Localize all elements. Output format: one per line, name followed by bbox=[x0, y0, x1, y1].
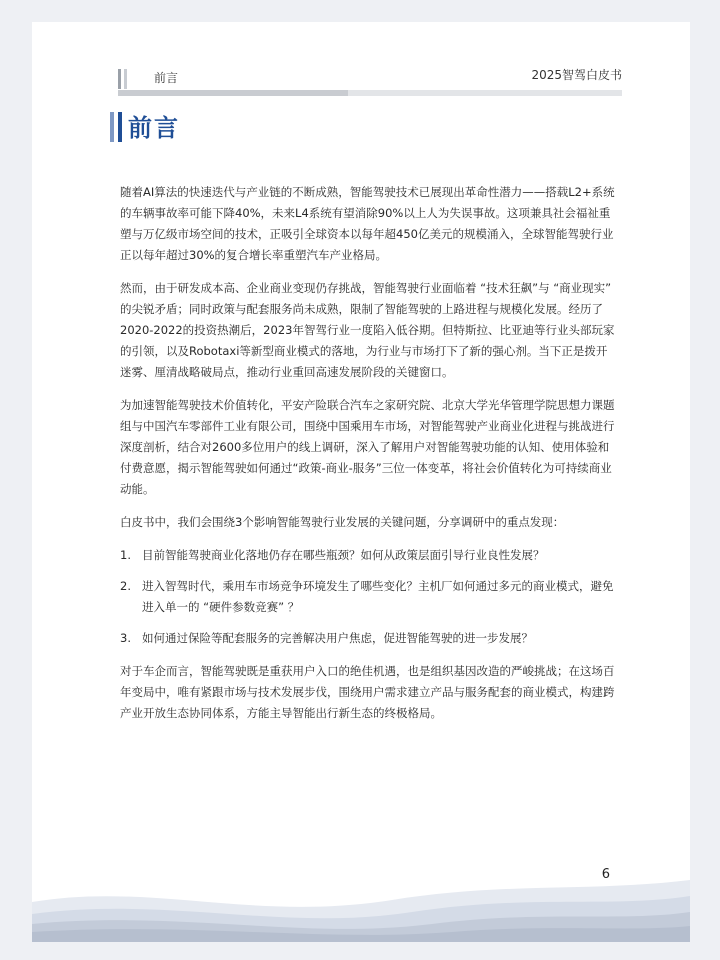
question-number: 1. bbox=[120, 548, 131, 562]
body-text bbox=[120, 182, 616, 736]
question-number: 3. bbox=[120, 631, 131, 645]
conclusion-paragraph: 对于车企而言，智能驾驶既是重获用户入口的绝佳机遇，也是组织基因改造的严峻挑战；在这场百年变局中，唯有紧跟市场与技术发展步伐，围绕用户需求建立产品与服务配套的商业模式，构建跨产业开放生态协同体系，方能主导智能出行新生态的终极格局。 bbox=[120, 664, 615, 720]
page-number: 6 bbox=[601, 867, 610, 882]
header-rule bbox=[118, 90, 622, 96]
question-list bbox=[120, 545, 616, 649]
header-bars-decoration bbox=[118, 69, 130, 89]
header-section-label: 前言 bbox=[154, 71, 179, 85]
title-accent-light bbox=[110, 112, 114, 142]
question-text: 进入智驾时代，乘用车市场竞争环境发生了哪些变化？主机厂如何通过多元的商业模式，避免进入单一的 “硬件参数竞赛” ？ bbox=[142, 579, 614, 614]
question-number: 2. bbox=[120, 579, 131, 593]
question-text: 如何通过保险等配套服务的完善解决用户焦虑，促进智能驾驶的进一步发展？ bbox=[142, 631, 533, 645]
question-item-3 bbox=[120, 628, 616, 649]
footer-wave-decoration bbox=[32, 862, 690, 942]
paragraph-2: 然而，由于研发成本高、企业商业变现仍存挑战，智能驾驶行业面临着 “技术狂飙”与 “商业现实” 的尖锐矛盾；同时政策与配套服务尚未成熟，限制了智能驾驶的上路进程与规模化发展。经历了2020-2022的投资热潮后，2023年智驾行业一度陷入低谷期。但特斯拉、比亚迪等行业头部玩家的引领，以及Robotaxi等新型商业模式的落地，为行业与市场打下了新的强心剂。当下正是拨开迷雾、厘清战略破局点，推动行业重回高速发展阶段的关键窗口。 bbox=[120, 281, 615, 379]
header-doc-title: 2025智驾白皮书 bbox=[531, 68, 622, 82]
page-title: 前言 bbox=[128, 114, 180, 142]
paragraph-3: 为加速智能驾驶技术价值转化，平安产险联合汽车之家研究院、北京大学光华管理学院思想力课题组与中国汽车零部件工业有限公司，围绕中国乘用车市场，对智能驾驶产业商业化进程与挑战进行深度剖析，结合对2600多位用户的线上调研，深入了解用户对智能驾驶功能的认知、使用体验和付费意愿，揭示智能驾驶如何通过“政策-商业-服务”三位一体变革，将社会价值转化为可持续商业动能。 bbox=[120, 398, 615, 496]
question-item-2 bbox=[120, 576, 616, 618]
title-accent-bar bbox=[118, 112, 122, 142]
paragraph-1: 随着AI算法的快速迭代与产业链的不断成熟，智能驾驶技术已展现出革命性潜力——搭载L2+系统的车辆事故率可能下降40%，未来L4系统有望消除90%以上人为失误事故。这项兼具社会福祉重塑与万亿级市场空间的技术，正吸引全球资本以每年超450亿美元的规模涌入，全球智能驾驶行业正以每年超过30%的复合增长率重塑汽车产业格局。 bbox=[120, 185, 615, 262]
document-page bbox=[32, 22, 690, 942]
question-text: 目前智能驾驶商业化落地仍存在哪些瓶颈？如何从政策层面引导行业良性发展？ bbox=[142, 548, 545, 562]
paragraph-4: 白皮书中，我们会围绕3个影响智能驾驶行业发展的关键问题，分享调研中的重点发现： bbox=[120, 515, 565, 529]
question-item-1 bbox=[120, 545, 616, 566]
page-header bbox=[118, 66, 622, 106]
